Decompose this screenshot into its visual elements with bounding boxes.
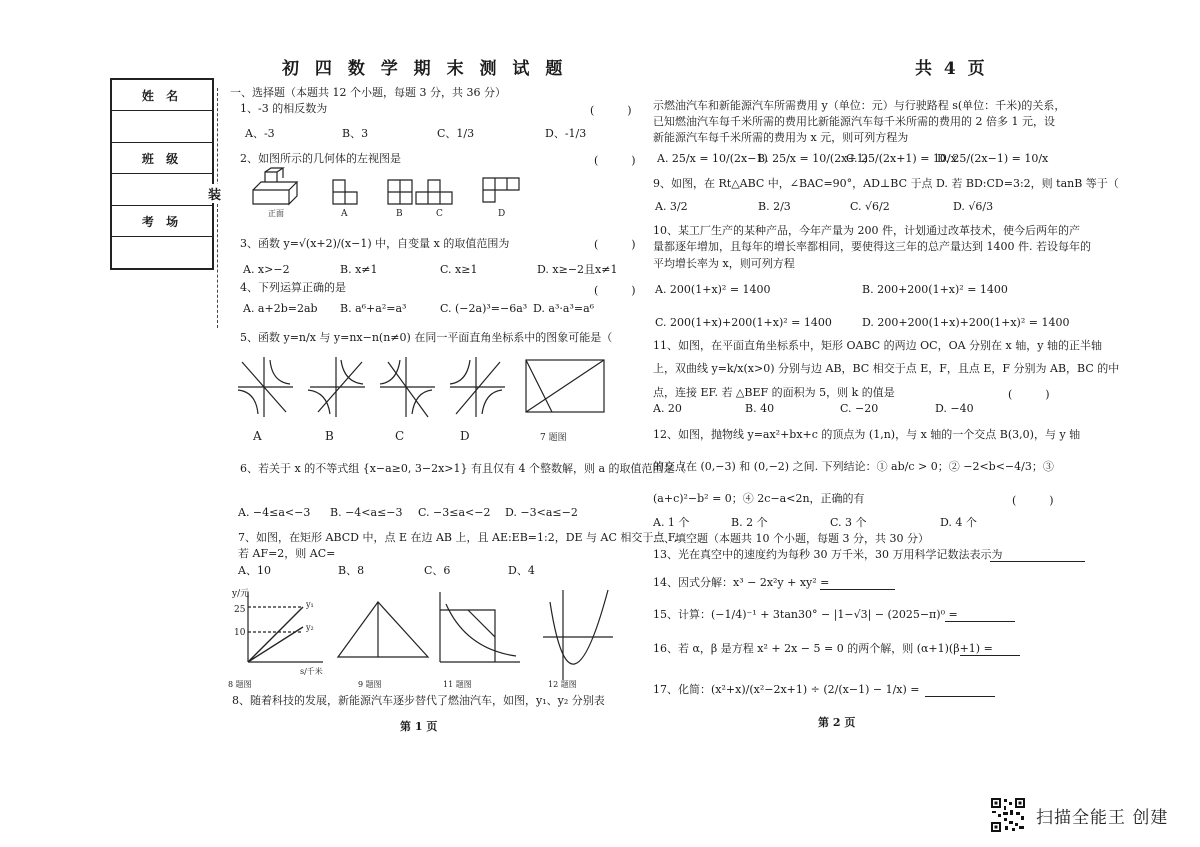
q2-stem: 2、如图所示的几何体的左视图是 xyxy=(240,152,401,165)
q8-option: B. 25/x = 10/(2x+1) xyxy=(757,152,868,165)
answer-paren: ( ) xyxy=(1012,494,1054,507)
q1-option: D、-1/3 xyxy=(545,127,587,140)
fig8-caption: 8 题图 xyxy=(228,680,252,689)
q10-option: A. 200(1+x)² = 1400 xyxy=(655,283,771,296)
q7-option: A、10 xyxy=(238,564,271,577)
name-blank xyxy=(112,111,212,143)
q12-line1: 12、如图，抛物线 y=ax²+bx+c 的顶点为 (1,n)，与 x 轴的一个交点 B(3,0)，与 y 轴 xyxy=(653,428,1081,441)
qr-code-icon xyxy=(990,797,1026,833)
student-info-box xyxy=(110,78,214,270)
q10-option: B. 200+200(1+x)² = 1400 xyxy=(862,283,1008,296)
answer-paren: ( ) xyxy=(594,154,636,167)
q13-answer-line xyxy=(990,561,1085,562)
q6-stem: 6、若关于 x 的不等式组 {x−a≥0, 3−2x>1} 有且仅有 4 个整数解，则 a 的取值范围是（ xyxy=(240,462,686,475)
q1-option: A、-3 xyxy=(245,127,275,140)
answer-paren: ( ) xyxy=(594,238,636,251)
q12-line2: 的交点在 (0,−3) 和 (0,−2) 之间. 下列结论：① ab/c > 0；② −2<b<−4/3；③ xyxy=(653,460,1054,473)
q8-option: C. 25/(2x+1) = 10/x xyxy=(846,152,957,165)
q2-front-label: 正面 xyxy=(268,209,284,218)
q6-option: B. −4<a≤−3 xyxy=(330,506,403,519)
q3-option: D. x≥−2且x≠1 xyxy=(537,263,618,276)
q6-option: D. −3<a≤−2 xyxy=(505,506,578,519)
q11-option: A. 20 xyxy=(653,402,682,415)
q9-stem: 9、如图，在 Rt△ABC 中，∠BAC=90°，AD⊥BC 于点 D. 若 BD:CD=3:2，则 tanB 等于（ xyxy=(653,177,1119,190)
q7-line2: 若 AF=2，则 AC= xyxy=(238,547,336,560)
q12-option: A. 1 个 xyxy=(653,516,690,529)
q9-option: C. √6/2 xyxy=(850,200,890,213)
q8-continued-line2: 已知燃油汽车每千米所需的费用比新能源汽车每千米所需的费用的 2 倍多 1 元，设 xyxy=(653,115,1055,128)
fig11-caption: 11 题图 xyxy=(443,680,472,689)
q10-option: C. 200(1+x)+200(1+x)² = 1400 xyxy=(655,316,832,329)
q10-line3: 平均增长率为 x，则可列方程 xyxy=(653,257,795,270)
q12-option: B. 2 个 xyxy=(731,516,768,529)
q7-line1: 7、如图，在矩形 ABCD 中，点 E 在边 AB 上，且 AE:EB=1:2，DE 与 AC 相交于点 F, xyxy=(238,531,678,544)
name-label: 姓 名 xyxy=(112,80,212,111)
q7-option: D、4 xyxy=(508,564,535,577)
answer-paren: ( ) xyxy=(1008,388,1050,401)
q10-line2: 量都逐年增加，且每年的增长率都相同，要使得这三年的总产量达到 1400 件. 若设每年的 xyxy=(653,240,1091,253)
q2-option: D xyxy=(498,209,506,219)
q11-line2: 上，双曲线 y=k/x(x>0) 分别与边 AB，BC 相交于点 E，F，且点 E，F 分别为 AB，BC 的中 xyxy=(653,362,1120,375)
q5-stem: 5、函数 y=n/x 与 y=nx−n(n≠0) 在同一平面直角坐标系中的图象可能是（ xyxy=(240,331,613,344)
q5-option: A xyxy=(253,429,262,443)
q5-option: D xyxy=(460,429,470,443)
q1-stem: 1、-3 的相反数为 xyxy=(240,102,328,115)
q14-answer-line xyxy=(820,589,895,590)
q3-stem: 3、函数 y=√(x+2)/(x−1) 中，自变量 x 的取值范围为 xyxy=(240,237,510,250)
q5-graph-options xyxy=(228,352,623,447)
q16-answer-line xyxy=(960,655,1020,656)
q17-stem: 17、化简：(x²+x)/(x²−2x+1) ÷ (2/(x−1) − 1/x) = xyxy=(653,683,920,696)
q2-views-figure xyxy=(248,170,528,218)
q4-stem: 4、下列运算正确的是 xyxy=(240,281,346,294)
q7-option: B、8 xyxy=(338,564,365,577)
q11-option: D. −40 xyxy=(935,402,974,415)
q12-option: D. 4 个 xyxy=(940,516,977,529)
q11-option: C. −20 xyxy=(840,402,879,415)
answer-paren: ( ) xyxy=(594,284,636,297)
fig8-y-axis-unit: y/元 xyxy=(232,589,250,599)
binding-line xyxy=(217,88,218,328)
q11-line3: 点，连接 EF. 若 △BEF 的面积为 5，则 k 的值是 xyxy=(653,386,895,399)
q8-continued-line3: 新能源汽车每千米所需的费用为 x 元，则可列方程为 xyxy=(653,131,909,144)
exam-title: 初 四 数 学 期 末 测 试 题 xyxy=(282,59,568,79)
fig12-caption: 12 题图 xyxy=(548,680,577,689)
page-2-number: 第 2 页 xyxy=(818,716,856,729)
binding-mark: 装 xyxy=(208,184,221,203)
fig8-y-tick-10: 10 xyxy=(234,628,246,638)
class-blank xyxy=(112,174,212,206)
fig8-x-axis-label: s/千米 xyxy=(300,667,323,676)
q14-stem: 14、因式分解：x³ − 2x²y + xy² = xyxy=(653,576,830,589)
fig7-caption: 7 题图 xyxy=(540,433,567,443)
q15-answer-line xyxy=(945,621,1015,622)
q5-option: C xyxy=(395,429,405,443)
fig8-series-y1: y₁ xyxy=(306,600,314,609)
room-label: 考 场 xyxy=(112,206,212,237)
fig9-caption: 9 题图 xyxy=(358,680,382,689)
scanner-watermark: 扫描全能王 创建 xyxy=(1036,808,1169,828)
q4-option: B. a⁶+a²=a³ xyxy=(340,302,407,315)
q15-stem: 15、计算：(−1/4)⁻¹ + 3tan30° − |1−√3| − (2025−π)⁰ = xyxy=(653,608,958,621)
q8-option: D. 25/(2x−1) = 10/x xyxy=(937,152,1049,165)
q4-option: D. a³·a³=a⁶ xyxy=(533,302,595,315)
q9-option: B. 2/3 xyxy=(758,200,791,213)
q10-option: D. 200+200(1+x)+200(1+x)² = 1400 xyxy=(862,316,1070,329)
q4-option: C. (−2a)³=−6a³ xyxy=(440,302,528,315)
q16-stem: 16、若 α，β 是方程 x² + 2x − 5 = 0 的两个解，则 (α+1)(β+1) = xyxy=(653,642,993,655)
section2-heading: 二、填空题（本题共 10 个小题，每题 3 分，共 30 分） xyxy=(653,532,929,545)
q1-option: B、3 xyxy=(342,127,369,140)
q7-option: C、6 xyxy=(424,564,451,577)
q11-option: B. 40 xyxy=(745,402,775,415)
q6-option: C. −3≤a<−2 xyxy=(418,506,491,519)
q2-option: C xyxy=(436,209,443,219)
page-1-number: 第 1 页 xyxy=(400,720,438,733)
q2-option: B xyxy=(396,209,403,219)
q13-stem: 13、光在真空中的速度约为每秒 30 万千米，30 万用科学记数法表示为 xyxy=(653,548,1003,561)
q1-option: C、1/3 xyxy=(437,127,475,140)
q3-option: A. x>−2 xyxy=(243,263,290,276)
class-label: 班 级 xyxy=(112,143,212,174)
figures-8-9-11-12 xyxy=(228,582,628,690)
q5-option: B xyxy=(325,429,334,443)
fig8-y-tick-25: 25 xyxy=(234,605,246,615)
q12-option: C. 3 个 xyxy=(830,516,867,529)
q8-option: A. 25/x = 10/(2x−1) xyxy=(657,152,768,165)
q8-stem: 8、随着科技的发展，新能源汽车逐步替代了燃油汽车，如图，y₁、y₂ 分别表 xyxy=(232,694,605,707)
q3-option: B. x≠1 xyxy=(340,263,378,276)
answer-paren: ( ) xyxy=(590,104,632,117)
section1-heading: 一、选择题（本题共 12 个小题，每题 3 分，共 36 分） xyxy=(230,86,506,99)
q8-continued-line1: 示燃油汽车和新能源汽车所需费用 y（单位：元）与行驶路程 s(单位：千米)的关系， xyxy=(653,99,1066,112)
q2-option: A xyxy=(341,209,348,219)
q9-option: A. 3/2 xyxy=(655,200,688,213)
q9-option: D. √6/3 xyxy=(953,200,994,213)
fig8-series-y2: y₂ xyxy=(306,623,314,632)
room-blank xyxy=(112,237,212,268)
q11-line1: 11、如图，在平面直角坐标系中，矩形 OABC 的两边 OC，OA 分别在 x 轴，y 轴的正半轴 xyxy=(653,339,1102,352)
q10-line1: 10、某工厂生产的某种产品，今年产量为 200 件，计划通过改革技术，使今后两年的产 xyxy=(653,224,1080,237)
q12-line3: (a+c)²−b² = 0；④ 2c−a<2n，正确的有 xyxy=(653,492,865,505)
q3-option: C. x≥1 xyxy=(440,263,478,276)
q6-option: A. −4≤a<−3 xyxy=(238,506,311,519)
q17-answer-line xyxy=(925,696,995,697)
q4-option: A. a+2b=2ab xyxy=(243,302,318,315)
total-pages: 共 4 页 xyxy=(915,59,988,79)
